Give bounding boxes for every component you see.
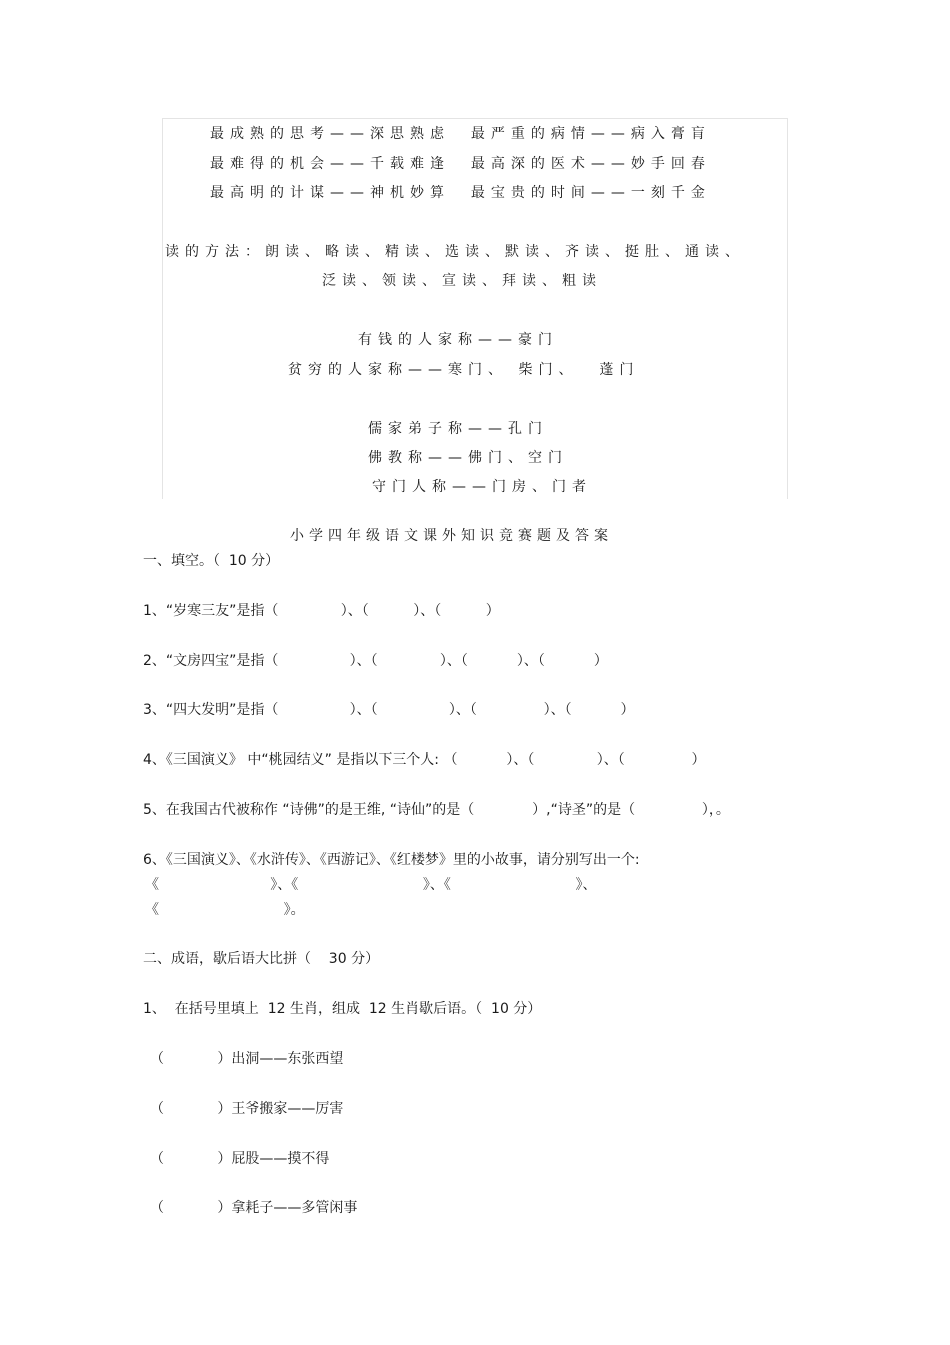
list-item: （ ）屁股——摸不得 [150, 1151, 330, 1167]
question-2-1: 1、 在括号里填上 12 生肖，组成 12 生肖歇后语。（ 10 分） [143, 1001, 542, 1017]
question-1-5: 5、在我国古代被称作 “诗佛”的是王维, “诗仙”的是（ ）,“诗圣”的是（ ），。 [143, 802, 730, 818]
list-item: （ ）拿耗子——多管闲事 [150, 1200, 358, 1216]
reading-methods-line-1: 读的方法：朗读、略读、精读、选读、默读、齐读、挺肚、通读、 [165, 244, 745, 260]
superlative-line-2: 最难得的机会——千载难逢 最高深的医术——妙手回春 [210, 156, 711, 172]
document-title: 小学四年级语文课外知识竞赛题及答案 [290, 528, 613, 544]
question-1-6-line-3: 《 》。 [145, 902, 305, 918]
reading-methods-line-2: 泛读、领读、宣读、拜读、粗读 [322, 273, 602, 289]
top-content-box [162, 118, 788, 499]
titles-line-2: 佛教称——佛门、空门 [368, 450, 568, 466]
section-2-heading: 二、成语，歇后语大比拼（ 30 分） [143, 951, 380, 967]
section-1-heading: 一、填空。（ 10 分） [143, 553, 280, 569]
doors-line-1: 有钱的人家称——豪门 [358, 332, 558, 348]
question-1-2: 2、“文房四宝”是指（ ）、（ ）、（ ）、（ ） [143, 653, 608, 669]
question-1-4: 4、《三国演义》 中“桃园结义” 是指以下三个人: （ ）、（ ）、（ ） [143, 752, 706, 768]
question-1-3: 3、“四大发明”是指（ ）、（ ）、（ ）、（ ） [143, 702, 635, 718]
question-1-6-line-1: 6、《三国演义》、《水浒传》、《西游记》、《红楼梦》里的小故事，请分别写出一个: [143, 852, 640, 868]
list-item: （ ）王爷搬家——厉害 [150, 1101, 344, 1117]
superlative-line-3: 最高明的计谋——神机妙算 最宝贵的时间——一刻千金 [210, 185, 711, 201]
superlative-line-1: 最成熟的思考——深思熟虑 最严重的病情——病入膏肓 [210, 126, 711, 142]
titles-line-1: 儒家弟子称——孔门 [368, 421, 548, 437]
question-1-6-line-2: 《 》、《 》、《 》、 [145, 877, 597, 893]
list-item: （ ）出洞——东张西望 [150, 1051, 344, 1067]
question-1-1: 1、“岁寒三友”是指（ ）、（ ）、（ ） [143, 603, 500, 619]
doors-line-2: 贫穷的人家称——寒门、 柴门、 蓬门 [288, 362, 640, 378]
titles-line-3: 守门人称——门房、门者 [372, 479, 592, 495]
